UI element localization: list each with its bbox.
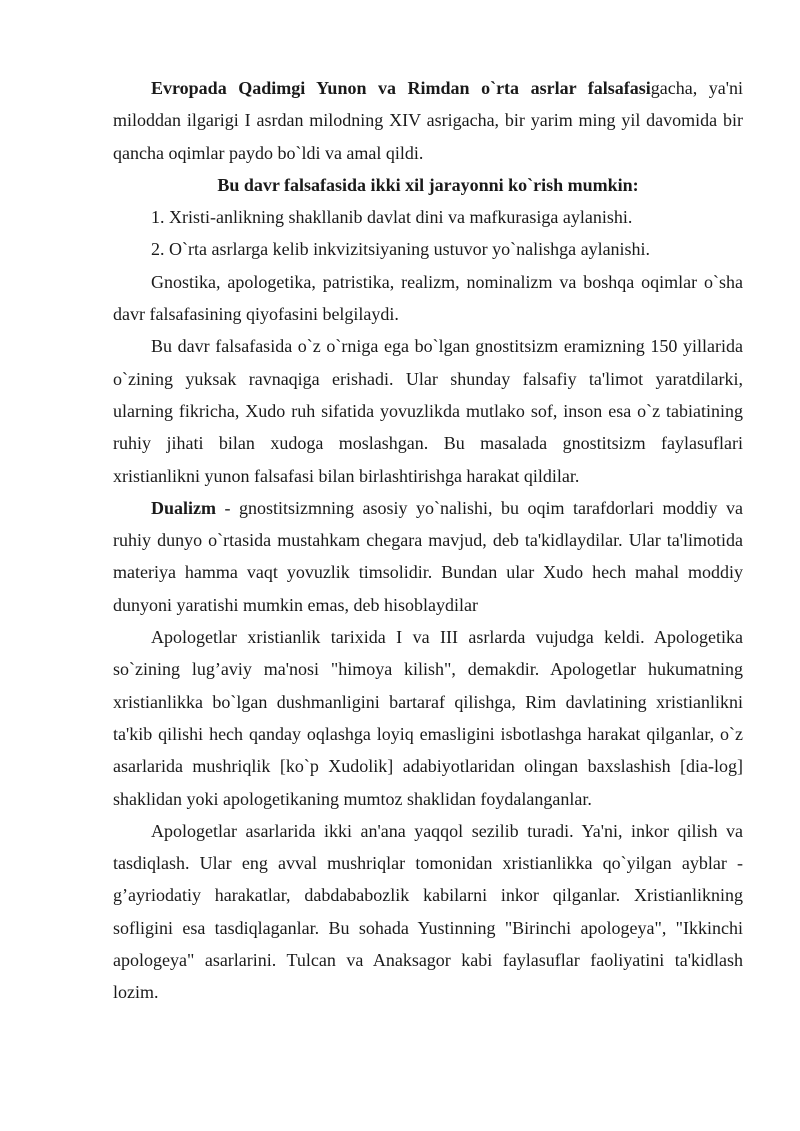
apologists-works-paragraph: Apologetlar asarlarida ikki an'ana yaqqol sezilib turadi. Ya'ni, inkor qilish va tasdiqlash. Ular eng avval mushriqlar tomonidan xristianlikka qo`yilgan ayblar - g’ayriodatiy harakatlar, dabdababozlik kabilarni inkor qilganlar. Xristianlikning sofligini esa tasdiqlaganlar. Bu sohada Yustinning "Birinchi apologeya", "Ikkinchi apologeya" asarlarini. Tulcan va Anaksagor kabi faylasuflar faoliyatini ta'kidlash lozim.	[113, 820, 743, 1003]
currents-paragraph: Gnostika, apologetika, patristika, realizm, nominalizm va boshqa oqimlar o`sha davr falsafasining qiyofasini belgilaydi.	[113, 271, 743, 325]
intro-paragraph	[113, 72, 743, 169]
dualism-paragraph	[113, 492, 743, 621]
intro-text: gacha, ya'ni miloddan ilgarigi I asrdan milodning XIV asrigacha, bir yarim ming yil davomida bir qancha oqimlar paydo bo`ldi va amal qildi.	[113, 78, 744, 163]
intro-bold-lead: Evropada Qadimgi Yunon va Rimdan o`rta asrlar falsafasi	[151, 78, 651, 98]
list-item-2: 2. O`rta asrlarga kelib inkvizitsiyaning ustuvor yo`nalishga aylanishi.	[151, 239, 651, 260]
list-item-1: 1. Xristi-anlikning shakllanib davlat dini va mafkurasiga aylanishi.	[151, 207, 633, 228]
dualism-term: Dualizm	[151, 497, 216, 518]
apologetics-paragraph: Apologetlar xristianlik tarixida I va III asrlarda vujudga keldi. Apologetika so`zining lug’aviy ma'nosi "himoya kilish", demakdir. Apologetlar hukumatning xristianlikka bo`lgan dushmanligini bartaraf qilishga, Rim davlatining xristianlikni ta'kib qilishi hech qanday oqlashga loyiq emasligini isbotlashga harakat qilganlar, o`z asarlarida mushriqlik [ko`p Xudolik] adabiyotlaridan olingan baxslashish [dia-log] shaklidan yoki apologetikaning mumtoz shaklidan foydalanganlar.	[113, 627, 743, 809]
document-page	[113, 72, 743, 1009]
gnosticism-paragraph: Bu davr falsafasida o`z o`rniga ega bo`lgan gnostitsizm eramizning 150 yillarida o`zining yuksak ravnaqiga erishadi. Ular shunday falsafiy ta'limot yaratdilarki, ularning fikricha, Xudo ruh sifatida yovuzlikda mutlako sof, inson esa o`z tabiatining ruhiy jihati bilan xudoga moslashgan. Bu masalada gnostitsizm faylasuflari xristianlikni yunon falsafasi bilan birlashtirishga harakat qildilar.	[113, 336, 743, 486]
dualism-text: - gnostitsizmning asosiy yo`nalishi, bu oqim tarafdorlari moddiy va ruhiy dunyo o`rtasida mustahkam chegara mavjud, deb ta'kidlaydilar. Ular ta'limotida materiya hamma vaqt yovuzlik timsolidir. Bundan ular Xudo hech mahal moddiy dunyoni yaratishi mumkin emas, deb hisoblaydilar	[113, 497, 743, 615]
section-heading: Bu davr falsafasida ikki xil jarayonni ko`rish mumkin:	[217, 174, 639, 195]
